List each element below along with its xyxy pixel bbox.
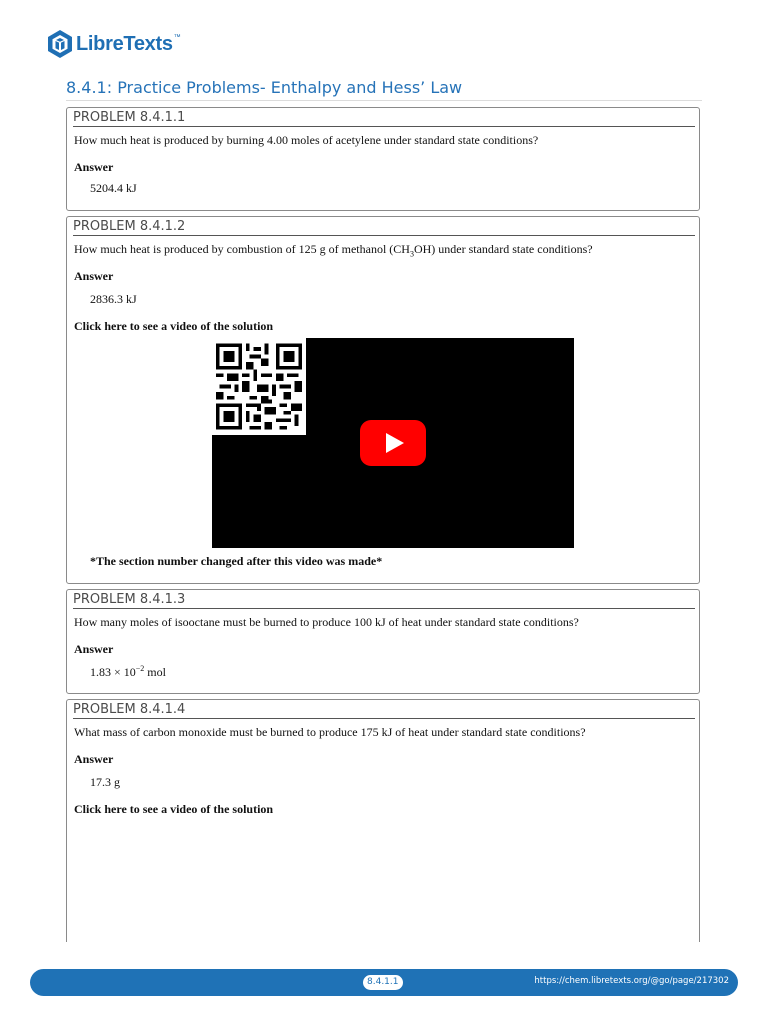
brand-trademark: ™	[173, 33, 181, 41]
answer-heading[interactable]: Answer	[74, 160, 114, 174]
page-title: 8.4.1: Practice Problems- Enthalpy and Hess’ Law	[66, 78, 702, 101]
answer-value: 5204.4 kJ	[90, 181, 137, 195]
problem-title: PROBLEM 8.4.1.2	[73, 217, 695, 236]
problem-question: How many moles of isooctane must be burned to produce 100 kJ of heat under standard state conditions?	[74, 615, 579, 629]
problem-box-1	[66, 107, 700, 211]
problem-question: How much heat is produced by burning 4.00 moles of acetylene under standard state conditions?	[74, 133, 539, 147]
video-player[interactable]	[212, 338, 574, 548]
qr-code-icon	[212, 338, 306, 435]
problem-box-4	[66, 699, 700, 942]
page-number-badge: 8.4.1.1	[363, 975, 403, 990]
answer-value: 17.3 g	[90, 775, 120, 789]
problem-title: PROBLEM 8.4.1.3	[73, 590, 695, 609]
answer-value: $1.83 \times 10^{-2}$ mol	[90, 664, 166, 679]
answer-heading[interactable]: Answer	[74, 642, 114, 656]
video-solution-link[interactable]: Click here to see a video of the solution	[74, 319, 274, 333]
problem-box-3	[66, 589, 700, 694]
video-note: *The section number changed after this video was made*	[90, 554, 383, 568]
problem-question: What mass of carbon monoxide must be burned to produce 175 kJ of heat under standard state conditions?	[74, 725, 586, 739]
youtube-play-icon[interactable]	[360, 420, 426, 466]
problem-title: PROBLEM 8.4.1.4	[73, 700, 695, 719]
page-url-link[interactable]: https://chem.libretexts.org/@go/page/217302	[534, 976, 729, 986]
video-solution-link[interactable]: Click here to see a video of the solution	[74, 802, 274, 816]
answer-heading[interactable]: Answer	[74, 752, 114, 766]
answer-value: 2836.3 kJ	[90, 292, 137, 306]
answer-heading[interactable]: Answer	[74, 269, 114, 283]
problem-title: PROBLEM 8.4.1.1	[73, 108, 695, 127]
libretexts-logo[interactable]	[46, 28, 181, 60]
problem-box-2	[66, 216, 700, 584]
brand-name: LibreTexts	[76, 32, 173, 55]
libretexts-logo-icon	[46, 29, 74, 59]
problem-question: How much heat is produced by combustion of 125 g of methanol $(CH_3OH)$ under standard state conditions?	[74, 242, 593, 259]
page-footer	[30, 969, 738, 996]
